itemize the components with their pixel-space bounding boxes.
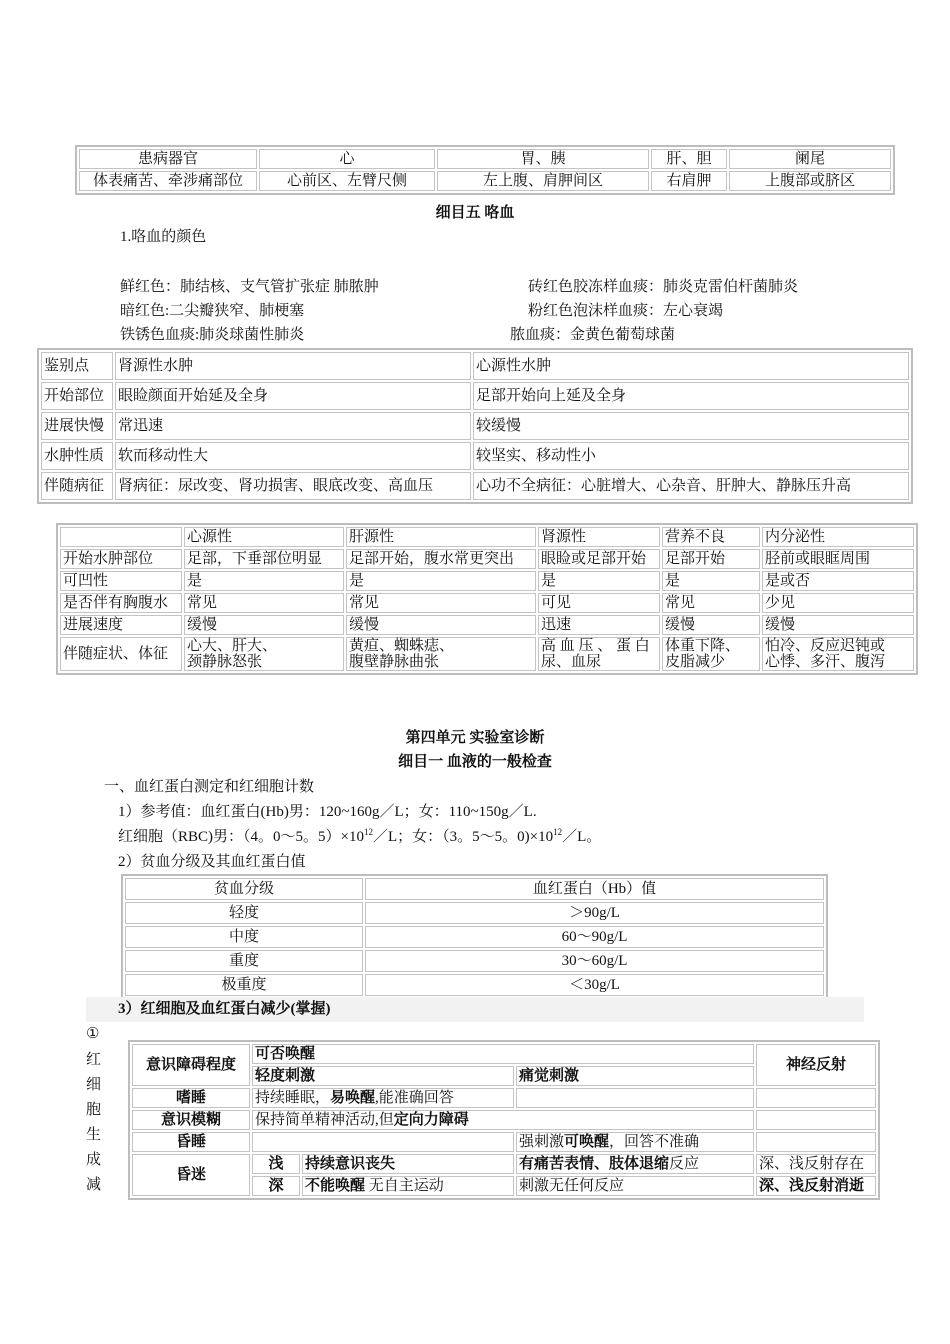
table-cell: 缓慢 [662, 615, 760, 635]
text-span: ，回答不准确 [609, 1134, 700, 1150]
section-subtitle: 1.咯血的颜色 [120, 229, 207, 245]
text-span: 强刺激 [519, 1134, 565, 1150]
table-cell: 深、浅反射存在 [756, 1154, 876, 1174]
text-span: 无自主运动 [365, 1178, 444, 1194]
table-cell: 软而移动性大 [115, 442, 471, 470]
pain-referral-table [75, 145, 895, 195]
table-cell [516, 1088, 754, 1108]
text-span: 不能唤醒 [305, 1178, 366, 1194]
table-cell: 胫前或眼眶周围 [762, 549, 914, 569]
table-cell: 伴随症状、体征 [60, 637, 182, 671]
table-cell: 是否伴有胸腹水 [60, 593, 182, 613]
table-cell: 阑尾 [729, 149, 891, 169]
table-cell: 心 [259, 149, 435, 169]
table-cell: 常迅速 [115, 412, 471, 440]
table-row [41, 442, 909, 470]
table-cell: 贫血分级 [125, 878, 363, 900]
table-row [60, 571, 914, 591]
table-cell: 水肿性质 [41, 442, 113, 470]
anemia-heading: 2）贫血分级及其血红蛋白值 [118, 854, 306, 870]
table-cell: 轻度 [125, 902, 363, 924]
table-row [60, 637, 914, 671]
hemoptysis-line: 粉红色泡沫样血痰：左心衰竭 [528, 303, 724, 319]
table-cell: 进展快慢 [41, 412, 113, 440]
cell-line: 心大、肝大、 [187, 638, 278, 654]
section-heading: 一、血红蛋白测定和红细胞计数 [104, 779, 315, 795]
table-cell: 常见 [662, 593, 760, 613]
superscript: 12 [553, 827, 563, 837]
text-span: 红细胞（RBC)男：（4。0～5。5）×10 [118, 829, 364, 845]
table-cell: 心源性 [184, 527, 344, 547]
text-span: 定向力障碍 [393, 1112, 469, 1128]
table-cell [516, 1154, 754, 1174]
table-cell [252, 1110, 754, 1130]
text-span: 有痛苦表情、肢体退缩 [519, 1156, 670, 1172]
table-cell [756, 1088, 876, 1108]
table-row [125, 950, 824, 972]
table-cell: 轻度刺激 [252, 1066, 514, 1086]
table-row [41, 472, 909, 500]
table-cell: ＜30g/L [365, 974, 824, 996]
table-cell: 上腹部或脐区 [729, 171, 891, 191]
table-cell: 是或否 [762, 571, 914, 591]
table-row [60, 615, 914, 635]
hemoptysis-line: 暗红色:二尖瓣狭窄、肺梗塞 [120, 303, 305, 319]
table-cell: 眼睑颜面开始延及全身 [115, 382, 471, 410]
table-row [132, 1088, 876, 1108]
hemoptysis-line: 砖红色胶冻样血痰：肺炎克雷伯杆菌肺炎 [528, 279, 799, 295]
table-cell: 昏迷 [132, 1154, 250, 1196]
table-cell: 肾病征：尿改变、肾功损害、眼底改变、高血压 [115, 472, 471, 500]
table-cell: 是 [538, 571, 660, 591]
table-cell: 30～60g/L [365, 950, 824, 972]
text-span: ,能准确回答 [375, 1090, 454, 1106]
edema-type-table [56, 523, 918, 675]
table-cell [662, 637, 760, 671]
table-cell: 缓慢 [762, 615, 914, 635]
table-cell: 体表痛苦、牵涉痛部位 [79, 171, 257, 191]
table-cell: 意识模糊 [132, 1110, 250, 1130]
unit-subtitle: 细目一 血液的一般检查 [398, 754, 552, 770]
table-cell: 深 [252, 1176, 300, 1196]
table-cell: 营养不良 [662, 527, 760, 547]
consciousness-table [128, 1040, 880, 1200]
anemia-grade-table [121, 874, 828, 1000]
reference-values: 1）参考值：血红蛋白(Hb)男：120~160g／L；女：110~150g／L. [118, 804, 537, 820]
table-cell: 神经反射 [756, 1044, 876, 1086]
table-row [60, 549, 914, 569]
cell-line: 尿、血尿 [541, 654, 602, 670]
table-row [125, 878, 824, 900]
table-cell: 浅 [252, 1154, 300, 1174]
table-row [60, 593, 914, 613]
cell-line: 怕冷、反应迟钝或 [765, 638, 886, 654]
table-cell: 左上腹、肩胛间区 [437, 171, 649, 191]
table-cell: 右肩胛 [651, 171, 727, 191]
section-title: 细目五 咯血 [435, 205, 515, 221]
cell-line: 心悸、多汗、腹泻 [765, 654, 886, 670]
vertical-char: 红 [86, 1052, 102, 1068]
hemoptysis-line: 鲜红色：肺结核、支气管扩张症 肺脓肿 [120, 279, 379, 295]
table-cell: 是 [184, 571, 344, 591]
table-cell: 内分泌性 [762, 527, 914, 547]
table-cell: 痛觉刺激 [516, 1066, 754, 1086]
table-cell: 肝、胆 [651, 149, 727, 169]
table-cell: 血红蛋白（Hb）值 [365, 878, 824, 900]
table-cell: 昏睡 [132, 1132, 250, 1152]
table-cell: 少见 [762, 593, 914, 613]
table-cell: 肝源性 [346, 527, 536, 547]
table-cell: 足部开始，腹水常更突出 [346, 549, 536, 569]
table-cell: 迅速 [538, 615, 660, 635]
table-row [41, 412, 909, 440]
table-cell: 眼睑或足部开始 [538, 549, 660, 569]
table-row [125, 902, 824, 924]
text-span: ／L；女：（3。5～5。0)×10 [372, 829, 554, 845]
table-row [132, 1154, 876, 1174]
table-cell: 进展速度 [60, 615, 182, 635]
edema-comparison-table [37, 348, 913, 504]
table-cell [762, 637, 914, 671]
table-cell: 患病器官 [79, 149, 257, 169]
table-cell: 常见 [184, 593, 344, 613]
vertical-char: 胞 [86, 1102, 102, 1118]
table-cell [538, 637, 660, 671]
table-cell [346, 637, 536, 671]
cell-line: 皮脂减少 [665, 654, 726, 670]
table-row [79, 149, 891, 169]
table-cell: 常见 [346, 593, 536, 613]
table-cell [60, 527, 182, 547]
table-cell: 肾源性水肿 [115, 352, 471, 380]
table-cell: 60～90g/L [365, 926, 824, 948]
table-cell [184, 637, 344, 671]
table-row [60, 527, 914, 547]
vertical-char: 减 [86, 1177, 102, 1193]
table-cell: ＞90g/L [365, 902, 824, 924]
table-cell: 较坚实、移动性小 [473, 442, 909, 470]
table-row [125, 974, 824, 996]
table-cell: 嗜睡 [132, 1088, 250, 1108]
table-row [125, 926, 824, 948]
table-cell: 鉴别点 [41, 352, 113, 380]
table-cell: 心功不全病征：心脏增大、心杂音、肝肿大、静脉压升高 [473, 472, 909, 500]
table-cell: 足部，下垂部位明显 [184, 549, 344, 569]
table-row [132, 1044, 876, 1064]
rbc-heading: 3）红细胞及血红蛋白减少(掌握) [118, 1001, 331, 1017]
table-cell: 持续意识丧失 [302, 1154, 514, 1174]
circle-number: ① [86, 1026, 100, 1042]
cell-line: 颈静脉怒张 [187, 654, 263, 670]
text-span: 可唤醒 [564, 1134, 610, 1150]
text-span: 易唤醒 [330, 1090, 376, 1106]
text-span: 保持简单精神活动,但 [255, 1112, 394, 1128]
table-cell: 可否唤醒 [252, 1044, 754, 1064]
hemoptysis-line: 铁锈色血痰:肺炎球菌性肺炎 [120, 327, 305, 343]
table-cell: 较缓慢 [473, 412, 909, 440]
table-row [41, 352, 909, 380]
table-cell [252, 1088, 514, 1108]
table-cell: 心前区、左臂尺侧 [259, 171, 435, 191]
cell-line: 腹壁静脉曲张 [349, 654, 440, 670]
table-cell: 刺激无任何反应 [516, 1176, 754, 1196]
table-row [132, 1132, 876, 1152]
table-cell: 缓慢 [184, 615, 344, 635]
table-cell: 意识障碍程度 [132, 1044, 250, 1086]
rbc-reference [118, 827, 601, 847]
hemoptysis-line: 脓血痰：金黄色葡萄球菌 [510, 327, 676, 343]
table-row [132, 1110, 876, 1130]
table-cell: 开始部位 [41, 382, 113, 410]
text-span: 反应 [669, 1156, 700, 1172]
table-cell [252, 1132, 514, 1152]
table-cell: 肾源性 [538, 527, 660, 547]
table-cell: 缓慢 [346, 615, 536, 635]
superscript: 12 [363, 827, 373, 837]
table-cell: 胃、胰 [437, 149, 649, 169]
table-cell [756, 1110, 876, 1130]
text-span: ／L。 [562, 829, 602, 845]
vertical-char: 细 [86, 1077, 102, 1093]
vertical-char: 成 [86, 1152, 102, 1168]
table-cell [516, 1132, 754, 1152]
table-row [79, 171, 891, 191]
cell-line: 体重下降、 [665, 638, 741, 654]
cell-line: 高 血 压 、 蛋 白 [541, 638, 650, 654]
table-cell: 心源性水肿 [473, 352, 909, 380]
text-span: 持续睡眠， [255, 1090, 331, 1106]
table-cell: 足部开始向上延及全身 [473, 382, 909, 410]
table-row [41, 382, 909, 410]
table-cell: 是 [662, 571, 760, 591]
table-cell: 深、浅反射消逝 [756, 1176, 876, 1196]
vertical-char: 生 [86, 1127, 102, 1143]
unit-title: 第四单元 实验室诊断 [405, 730, 545, 746]
table-cell [756, 1132, 876, 1152]
table-cell: 可见 [538, 593, 660, 613]
table-cell: 是 [346, 571, 536, 591]
cell-line: 黄疸、蜘蛛痣、 [349, 638, 455, 654]
table-cell: 开始水肿部位 [60, 549, 182, 569]
table-cell: 足部开始 [662, 549, 760, 569]
table-cell [302, 1176, 514, 1196]
table-cell: 可凹性 [60, 571, 182, 591]
table-cell: 伴随病征 [41, 472, 113, 500]
table-cell: 重度 [125, 950, 363, 972]
table-cell: 极重度 [125, 974, 363, 996]
table-cell: 中度 [125, 926, 363, 948]
